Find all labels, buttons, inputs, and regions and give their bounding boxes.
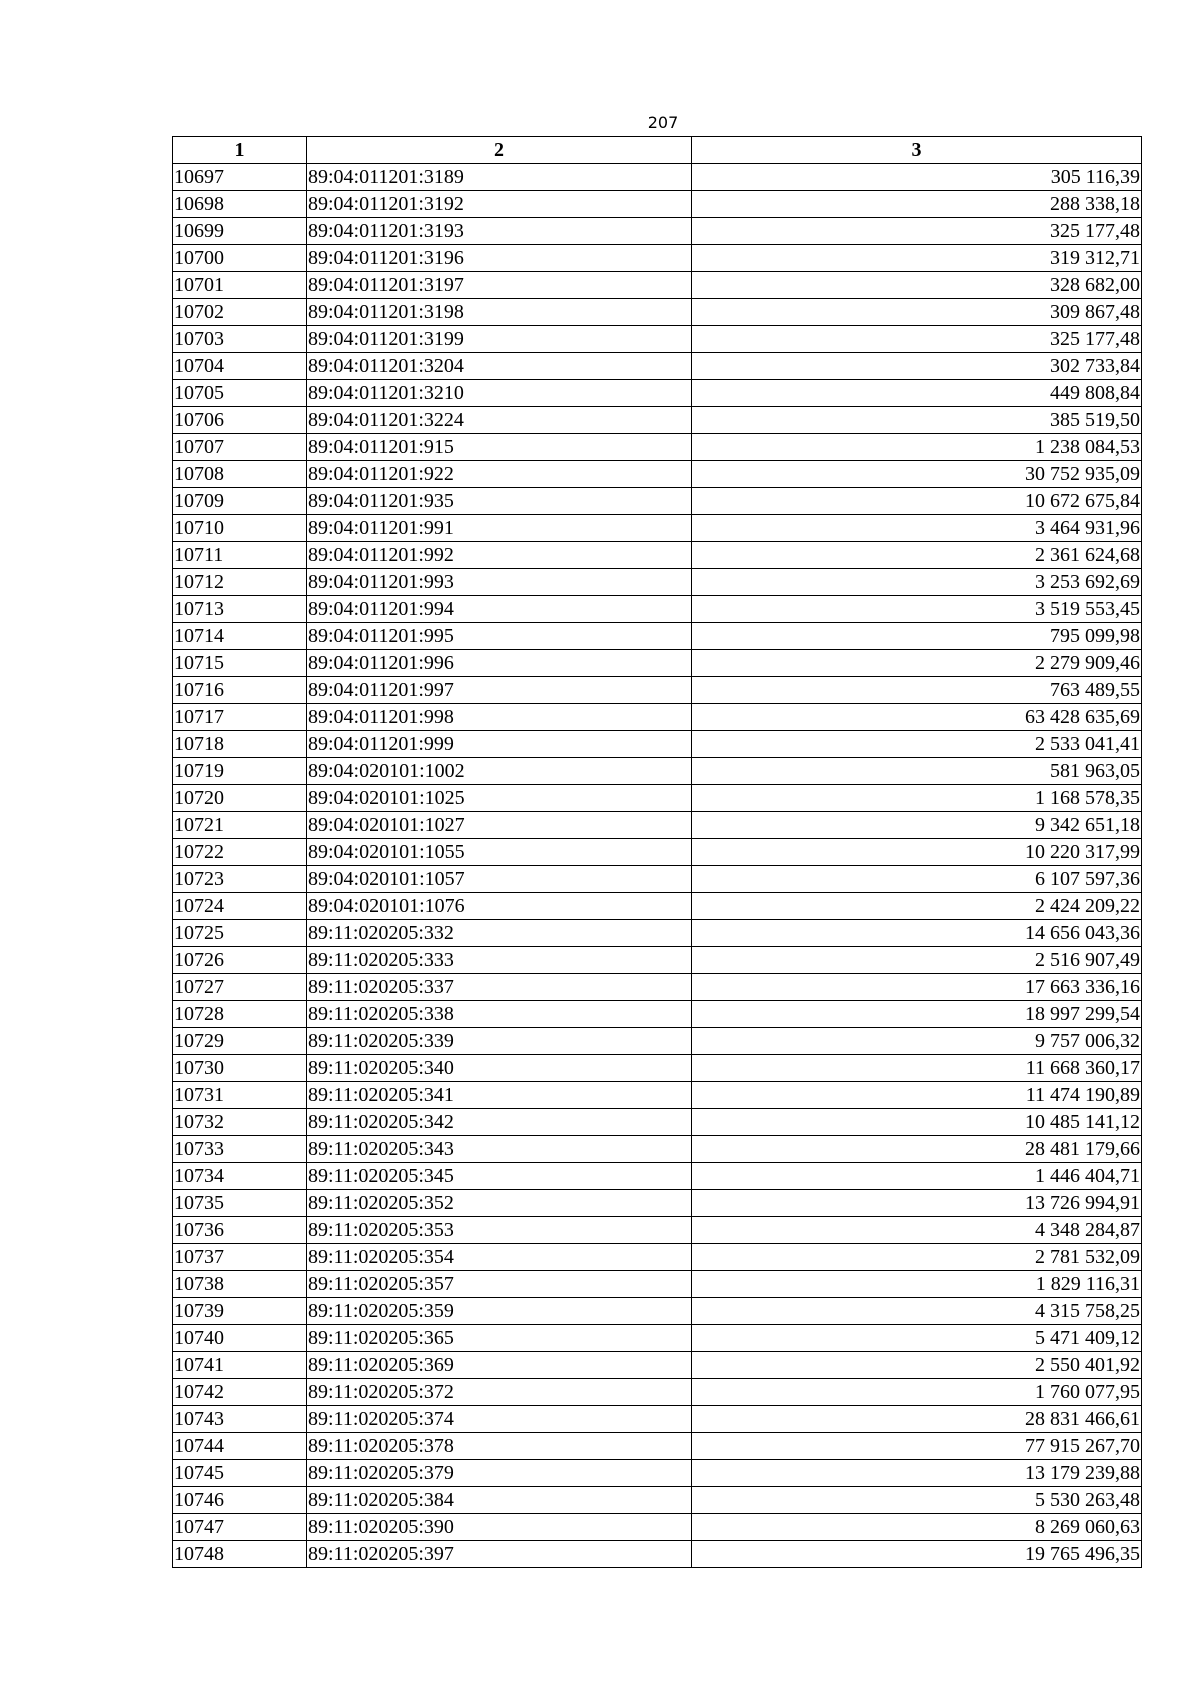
cadastral-value: 581 963,05 [692,758,1142,785]
cadastral-value: 19 765 496,35 [692,1541,1142,1568]
row-number: 10699 [173,218,307,245]
table-row [173,731,1142,758]
row-number: 10702 [173,299,307,326]
cadastral-value: 2 424 209,22 [692,893,1142,920]
table-row [173,1487,1142,1514]
cadastral-number: 89:11:020205:354 [307,1244,692,1271]
cadastral-number: 89:04:011201:992 [307,542,692,569]
cadastral-number: 89:11:020205:353 [307,1217,692,1244]
table-row [173,785,1142,812]
cadastral-value: 2 516 907,49 [692,947,1142,974]
table-row [173,272,1142,299]
row-number: 10708 [173,461,307,488]
row-number: 10712 [173,569,307,596]
row-number: 10731 [173,1082,307,1109]
table-row [173,191,1142,218]
cadastral-value: 328 682,00 [692,272,1142,299]
row-number: 10725 [173,920,307,947]
row-number: 10723 [173,866,307,893]
cadastral-value: 10 485 141,12 [692,1109,1142,1136]
cadastral-number: 89:04:011201:997 [307,677,692,704]
table-row [173,650,1142,677]
row-number: 10697 [173,164,307,191]
cadastral-number: 89:11:020205:339 [307,1028,692,1055]
cadastral-value: 8 269 060,63 [692,1514,1142,1541]
cadastral-number: 89:04:011201:994 [307,596,692,623]
cadastral-value: 28 831 466,61 [692,1406,1142,1433]
row-number: 10721 [173,812,307,839]
row-number: 10733 [173,1136,307,1163]
cadastral-number: 89:04:011201:3189 [307,164,692,191]
cadastral-value: 319 312,71 [692,245,1142,272]
cadastral-number: 89:11:020205:372 [307,1379,692,1406]
cadastral-value: 309 867,48 [692,299,1142,326]
row-number: 10722 [173,839,307,866]
row-number: 10724 [173,893,307,920]
cadastral-value: 2 533 041,41 [692,731,1142,758]
cadastral-number: 89:11:020205:337 [307,974,692,1001]
row-number: 10734 [173,1163,307,1190]
cadastral-number: 89:11:020205:341 [307,1082,692,1109]
row-number: 10736 [173,1217,307,1244]
row-number: 10743 [173,1406,307,1433]
cadastral-number: 89:04:011201:3197 [307,272,692,299]
row-number: 10729 [173,1028,307,1055]
table-row [173,812,1142,839]
cadastral-value: 449 808,84 [692,380,1142,407]
cadastral-value: 9 757 006,32 [692,1028,1142,1055]
row-number: 10707 [173,434,307,461]
cadastral-value: 325 177,48 [692,326,1142,353]
cadastral-value: 2 550 401,92 [692,1352,1142,1379]
cadastral-value: 14 656 043,36 [692,920,1142,947]
cadastral-value: 10 220 317,99 [692,839,1142,866]
row-number: 10740 [173,1325,307,1352]
cadastral-number: 89:04:011201:998 [307,704,692,731]
table-row [173,893,1142,920]
table-row [173,1163,1142,1190]
cadastral-number: 89:04:011201:935 [307,488,692,515]
table-header-row [173,137,1142,164]
cadastral-number: 89:11:020205:345 [307,1163,692,1190]
cadastral-number: 89:04:011201:3196 [307,245,692,272]
row-number: 10701 [173,272,307,299]
row-number: 10706 [173,407,307,434]
table-row [173,623,1142,650]
cadastral-number: 89:11:020205:359 [307,1298,692,1325]
table-row [173,1136,1142,1163]
table-row [173,164,1142,191]
row-number: 10744 [173,1433,307,1460]
table-row [173,218,1142,245]
row-number: 10711 [173,542,307,569]
cadastral-value: 13 179 239,88 [692,1460,1142,1487]
row-number: 10735 [173,1190,307,1217]
table-row [173,488,1142,515]
page-number: 207 [647,113,679,132]
table-row [173,596,1142,623]
row-number: 10732 [173,1109,307,1136]
cadastral-value: 795 099,98 [692,623,1142,650]
cadastral-value: 325 177,48 [692,218,1142,245]
cadastral-value: 1 760 077,95 [692,1379,1142,1406]
table-row [173,353,1142,380]
cadastral-number: 89:04:011201:993 [307,569,692,596]
row-number: 10727 [173,974,307,1001]
cadastral-value: 2 279 909,46 [692,650,1142,677]
row-number: 10741 [173,1352,307,1379]
row-number: 10728 [173,1001,307,1028]
cadastral-number: 89:11:020205:365 [307,1325,692,1352]
column-header-2: 2 [307,137,692,164]
row-number: 10748 [173,1541,307,1568]
row-number: 10709 [173,488,307,515]
table-row [173,434,1142,461]
table-row [173,1055,1142,1082]
table-row [173,1109,1142,1136]
table-row [173,1460,1142,1487]
cadastral-number: 89:11:020205:338 [307,1001,692,1028]
row-number: 10704 [173,353,307,380]
cadastral-value: 4 315 758,25 [692,1298,1142,1325]
table-row [173,1001,1142,1028]
table-row [173,569,1142,596]
row-number: 10720 [173,785,307,812]
cadastral-number: 89:11:020205:352 [307,1190,692,1217]
row-number: 10739 [173,1298,307,1325]
table-row [173,1379,1142,1406]
table-row [173,1217,1142,1244]
cadastral-number: 89:04:011201:999 [307,731,692,758]
cadastral-value: 30 752 935,09 [692,461,1142,488]
table-row [173,677,1142,704]
cadastral-number: 89:11:020205:397 [307,1541,692,1568]
cadastral-value: 18 997 299,54 [692,1001,1142,1028]
cadastral-number: 89:04:020101:1076 [307,893,692,920]
cadastral-number: 89:04:011201:3224 [307,407,692,434]
row-number: 10738 [173,1271,307,1298]
table-row [173,758,1142,785]
cadastral-value: 9 342 651,18 [692,812,1142,839]
cadastral-value: 763 489,55 [692,677,1142,704]
row-number: 10718 [173,731,307,758]
table-row [173,1433,1142,1460]
row-number: 10719 [173,758,307,785]
table-row [173,1514,1142,1541]
row-number: 10713 [173,596,307,623]
table-row [173,326,1142,353]
cadastral-value: 10 672 675,84 [692,488,1142,515]
cadastral-number: 89:11:020205:384 [307,1487,692,1514]
cadastral-value-table [172,136,1142,1568]
table-row [173,1298,1142,1325]
cadastral-number: 89:04:011201:3192 [307,191,692,218]
cadastral-value: 2 781 532,09 [692,1244,1142,1271]
row-number: 10716 [173,677,307,704]
cadastral-value: 2 361 624,68 [692,542,1142,569]
table-row [173,1190,1142,1217]
table-row [173,1271,1142,1298]
table-row [173,407,1142,434]
table-row [173,974,1142,1001]
cadastral-value: 6 107 597,36 [692,866,1142,893]
table-row [173,1406,1142,1433]
cadastral-number: 89:04:011201:922 [307,461,692,488]
cadastral-value: 3 464 931,96 [692,515,1142,542]
cadastral-value: 305 116,39 [692,164,1142,191]
cadastral-number: 89:04:020101:1002 [307,758,692,785]
table-row [173,947,1142,974]
table-row [173,1028,1142,1055]
table-row [173,1541,1142,1568]
row-number: 10703 [173,326,307,353]
cadastral-number: 89:04:011201:3199 [307,326,692,353]
cadastral-number: 89:11:020205:340 [307,1055,692,1082]
table-row [173,542,1142,569]
row-number: 10737 [173,1244,307,1271]
table-row [173,866,1142,893]
cadastral-value: 1 829 116,31 [692,1271,1142,1298]
cadastral-value: 1 446 404,71 [692,1163,1142,1190]
row-number: 10714 [173,623,307,650]
cadastral-value: 288 338,18 [692,191,1142,218]
cadastral-value: 5 471 409,12 [692,1325,1142,1352]
cadastral-number: 89:04:020101:1025 [307,785,692,812]
cadastral-number: 89:11:020205:333 [307,947,692,974]
table-row [173,461,1142,488]
table-row [173,1082,1142,1109]
cadastral-number: 89:11:020205:390 [307,1514,692,1541]
row-number: 10745 [173,1460,307,1487]
cadastral-number: 89:11:020205:369 [307,1352,692,1379]
row-number: 10730 [173,1055,307,1082]
cadastral-value: 13 726 994,91 [692,1190,1142,1217]
row-number: 10717 [173,704,307,731]
cadastral-number: 89:11:020205:378 [307,1433,692,1460]
table-row [173,380,1142,407]
table-row [173,299,1142,326]
table-row [173,245,1142,272]
column-header-3: 3 [692,137,1142,164]
table-row [173,1244,1142,1271]
row-number: 10742 [173,1379,307,1406]
cadastral-value: 302 733,84 [692,353,1142,380]
cadastral-number: 89:04:020101:1055 [307,839,692,866]
cadastral-value: 11 668 360,17 [692,1055,1142,1082]
cadastral-number: 89:04:011201:3198 [307,299,692,326]
cadastral-value: 28 481 179,66 [692,1136,1142,1163]
cadastral-number: 89:11:020205:357 [307,1271,692,1298]
cadastral-value: 11 474 190,89 [692,1082,1142,1109]
row-number: 10747 [173,1514,307,1541]
row-number: 10726 [173,947,307,974]
table-row [173,515,1142,542]
cadastral-number: 89:04:011201:3204 [307,353,692,380]
row-number: 10700 [173,245,307,272]
table-row [173,839,1142,866]
row-number: 10715 [173,650,307,677]
cadastral-number: 89:11:020205:343 [307,1136,692,1163]
table-body [173,164,1142,1568]
row-number: 10746 [173,1487,307,1514]
cadastral-number: 89:04:011201:996 [307,650,692,677]
table-row [173,1352,1142,1379]
cadastral-number: 89:11:020205:342 [307,1109,692,1136]
cadastral-number: 89:04:011201:915 [307,434,692,461]
cadastral-number: 89:11:020205:374 [307,1406,692,1433]
table-row [173,1325,1142,1352]
cadastral-value: 63 428 635,69 [692,704,1142,731]
cadastral-number: 89:11:020205:379 [307,1460,692,1487]
cadastral-value: 77 915 267,70 [692,1433,1142,1460]
cadastral-value: 1 168 578,35 [692,785,1142,812]
cadastral-number: 89:04:011201:3210 [307,380,692,407]
table-row [173,920,1142,947]
cadastral-value: 1 238 084,53 [692,434,1142,461]
cadastral-value: 385 519,50 [692,407,1142,434]
cadastral-value: 3 519 553,45 [692,596,1142,623]
cadastral-number: 89:11:020205:332 [307,920,692,947]
cadastral-value: 17 663 336,16 [692,974,1142,1001]
cadastral-number: 89:04:011201:3193 [307,218,692,245]
cadastral-number: 89:04:011201:995 [307,623,692,650]
row-number: 10710 [173,515,307,542]
cadastral-number: 89:04:020101:1057 [307,866,692,893]
row-number: 10698 [173,191,307,218]
table-row [173,704,1142,731]
cadastral-value: 5 530 263,48 [692,1487,1142,1514]
cadastral-number: 89:04:011201:991 [307,515,692,542]
cadastral-value: 3 253 692,69 [692,569,1142,596]
column-header-1: 1 [173,137,307,164]
cadastral-number: 89:04:020101:1027 [307,812,692,839]
row-number: 10705 [173,380,307,407]
cadastral-value: 4 348 284,87 [692,1217,1142,1244]
